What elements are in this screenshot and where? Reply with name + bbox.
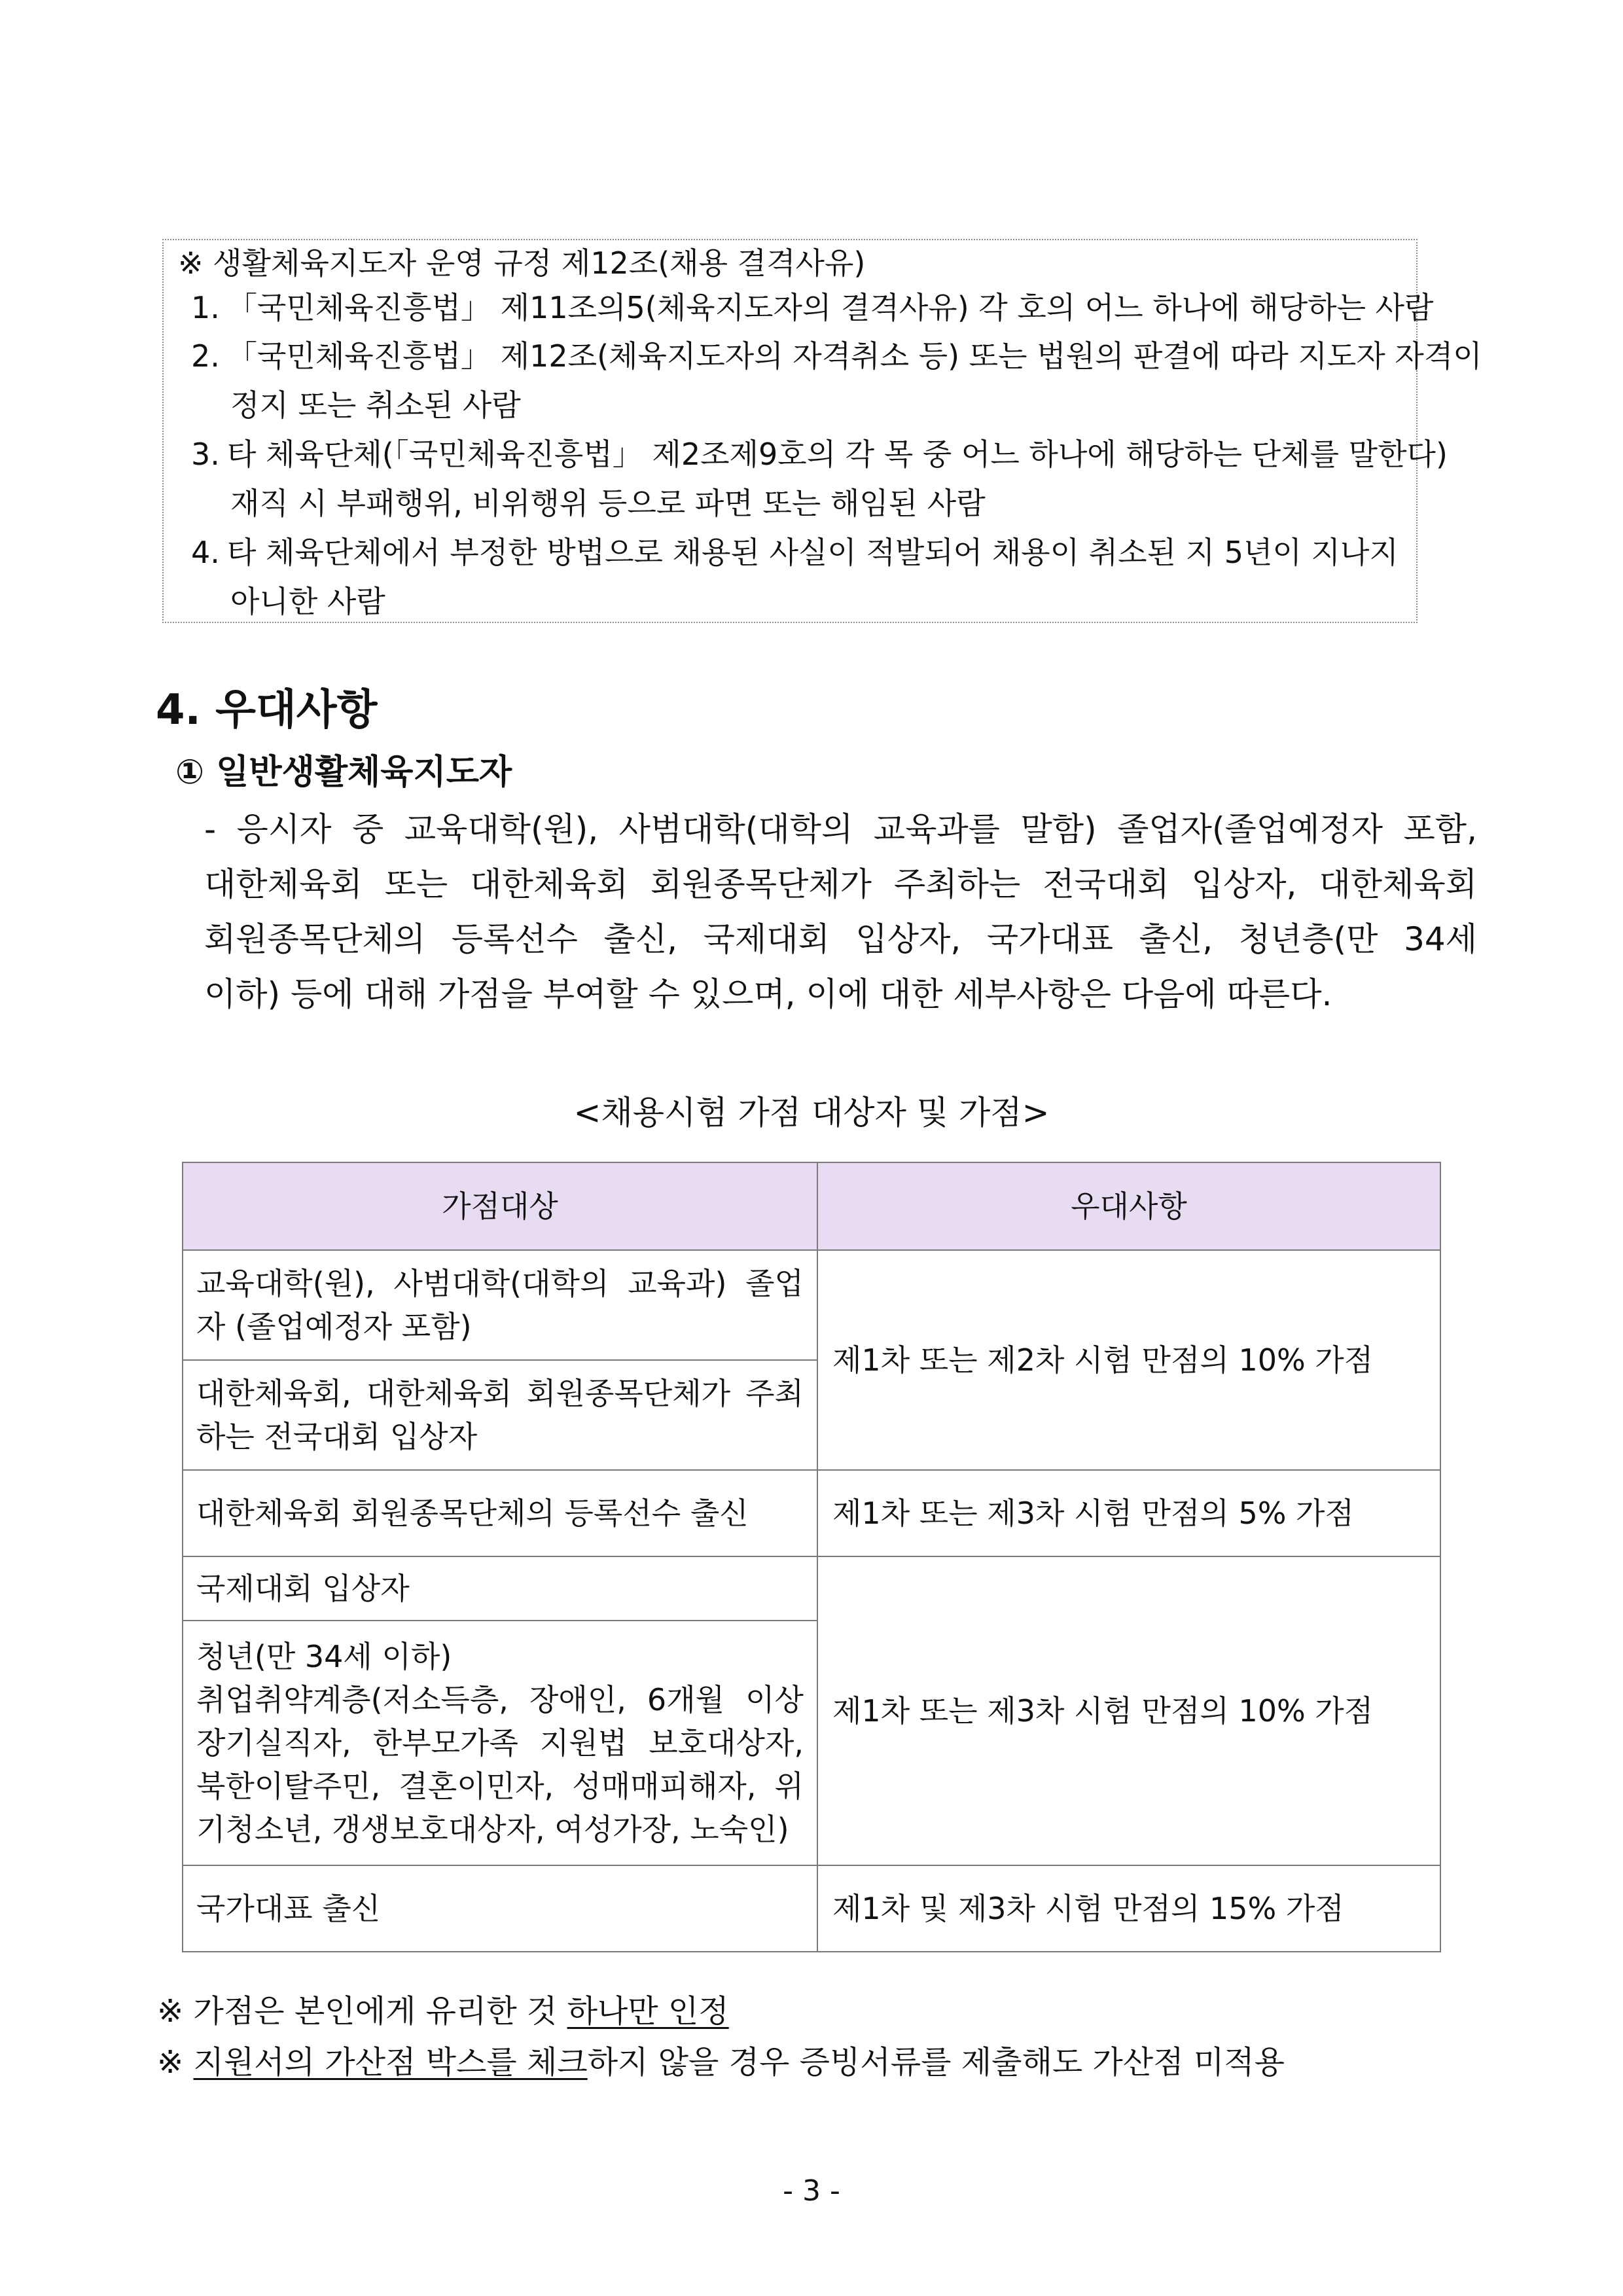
table-header-row: [183, 1162, 1440, 1250]
notice-item-text: 타 체육단체에서 부정한 방법으로 채용된 사실이 적발되어 채용이 취소된 지 5년이 지나지: [227, 535, 1399, 570]
benefit-cell: 제1차 또는 제3차 시험 만점의 5% 가점: [817, 1470, 1440, 1556]
bonus-points-table: [182, 1162, 1441, 1952]
page-number: - 3 -: [783, 2174, 840, 2208]
target-cell: [183, 1621, 817, 1865]
paragraph-line: 회원종목단체의 등록선수 출신, 국제대회 입상자, 국가대표 출신, 청년층(만 34세: [204, 920, 1477, 958]
benefit-cell: 제1차 및 제3차 시험 만점의 15% 가점: [817, 1865, 1440, 1952]
table-row: [183, 1250, 1440, 1360]
notice-item-number: 2.: [191, 338, 220, 374]
target-cell-youth: 청년(만 34세 이하): [196, 1639, 452, 1674]
footnote-text: ※: [157, 2044, 194, 2081]
footnote-underlined: 하나만 인정: [567, 1993, 729, 2030]
footnote-underlined: 지원서의 가산점 박스를 체크: [193, 2044, 588, 2081]
benefit-cell: 제1차 또는 제2차 시험 만점의 10% 가점: [817, 1250, 1440, 1470]
notice-item-text-continued: 아니한 사람: [230, 584, 385, 619]
paragraph-line: - 응시자 중 교육대학(원), 사범대학(대학의 교육과를 말함) 졸업자(졸업예정자 포함,: [204, 810, 1477, 848]
footnote-2: [157, 2041, 1285, 2084]
notice-item-text: 타 체육단체(「국민체육진흥법」 제2조제9호의 각 목 중 어느 하나에 해당하는 단체를 말한다): [227, 437, 1448, 472]
column-header-target: 가점대상: [183, 1162, 817, 1250]
paragraph-line: 이하) 등에 대해 가점을 부여할 수 있으며, 이에 대한 세부사항은 다음에 따른다.: [204, 975, 1332, 1013]
table-row: [183, 1470, 1440, 1556]
table-caption: <채용시험 가점 대상자 및 가점>: [573, 1094, 1050, 1132]
target-cell: 대한체육회 회원종목단체의 등록선수 출신: [183, 1470, 817, 1556]
table-row: [183, 1865, 1440, 1952]
table-row: [183, 1556, 1440, 1621]
paragraph-line: 대한체육회 또는 대한체육회 회원종목단체가 주최하는 전국대회 입상자, 대한체육회: [204, 865, 1477, 903]
footnote-1: [157, 1990, 729, 2033]
subsection-heading: ① 일반생활체육지도자: [175, 753, 512, 792]
notice-item-number: 3.: [191, 437, 220, 472]
preference-paragraph: [204, 802, 1477, 1022]
target-cell: 교육대학(원), 사범대학(대학의 교육과) 졸업자 (졸업예정자 포함): [183, 1250, 817, 1360]
footnote-text: ※ 가점은 본인에게 유리한 것: [157, 1993, 567, 2030]
benefit-cell: 제1차 또는 제3차 시험 만점의 10% 가점: [817, 1556, 1440, 1865]
notice-item-number: 1.: [191, 290, 220, 325]
notice-item-text-continued: 재직 시 부패행위, 비위행위 등으로 파면 또는 해임된 사람: [230, 486, 986, 521]
notice-item-number: 4.: [191, 535, 220, 570]
notice-item-text: 「국민체육진흥법」 제11조의5(체육지도자의 결격사유) 각 호의 어느 하나에 해당하는 사람: [227, 290, 1434, 325]
notice-title: ※ 생활체육지도자 운영 규정 제12조(채용 결격사유): [178, 245, 866, 281]
footnote-text: 하지 않을 경우 증빙서류를 제출해도 가산점 미적용: [587, 2044, 1285, 2081]
notice-item-text-continued: 정지 또는 취소된 사람: [230, 387, 521, 423]
target-cell-vulnerable: 취업취약계층(저소득층, 장애인, 6개월 이상 장기실직자, 한부모가족 지원법 보호대상자, 북한이탈주민, 결혼이민자, 성매매피해자, 위기청소년, 갱생보호대상자, 여성가장, 노숙인): [196, 1682, 804, 1847]
target-cell: 국제대회 입상자: [183, 1556, 817, 1621]
column-header-benefit: 우대사항: [817, 1162, 1440, 1250]
target-cell: 대한체육회, 대한체육회 회원종목단체가 주최하는 전국대회 입상자: [183, 1360, 817, 1470]
target-cell: 국가대표 출신: [183, 1865, 817, 1952]
notice-item-text: 「국민체육진흥법」 제12조(체육지도자의 자격취소 등) 또는 법원의 판결에 따라 지도자 자격이: [227, 338, 1482, 374]
section-heading: 4. 우대사항: [156, 686, 378, 734]
